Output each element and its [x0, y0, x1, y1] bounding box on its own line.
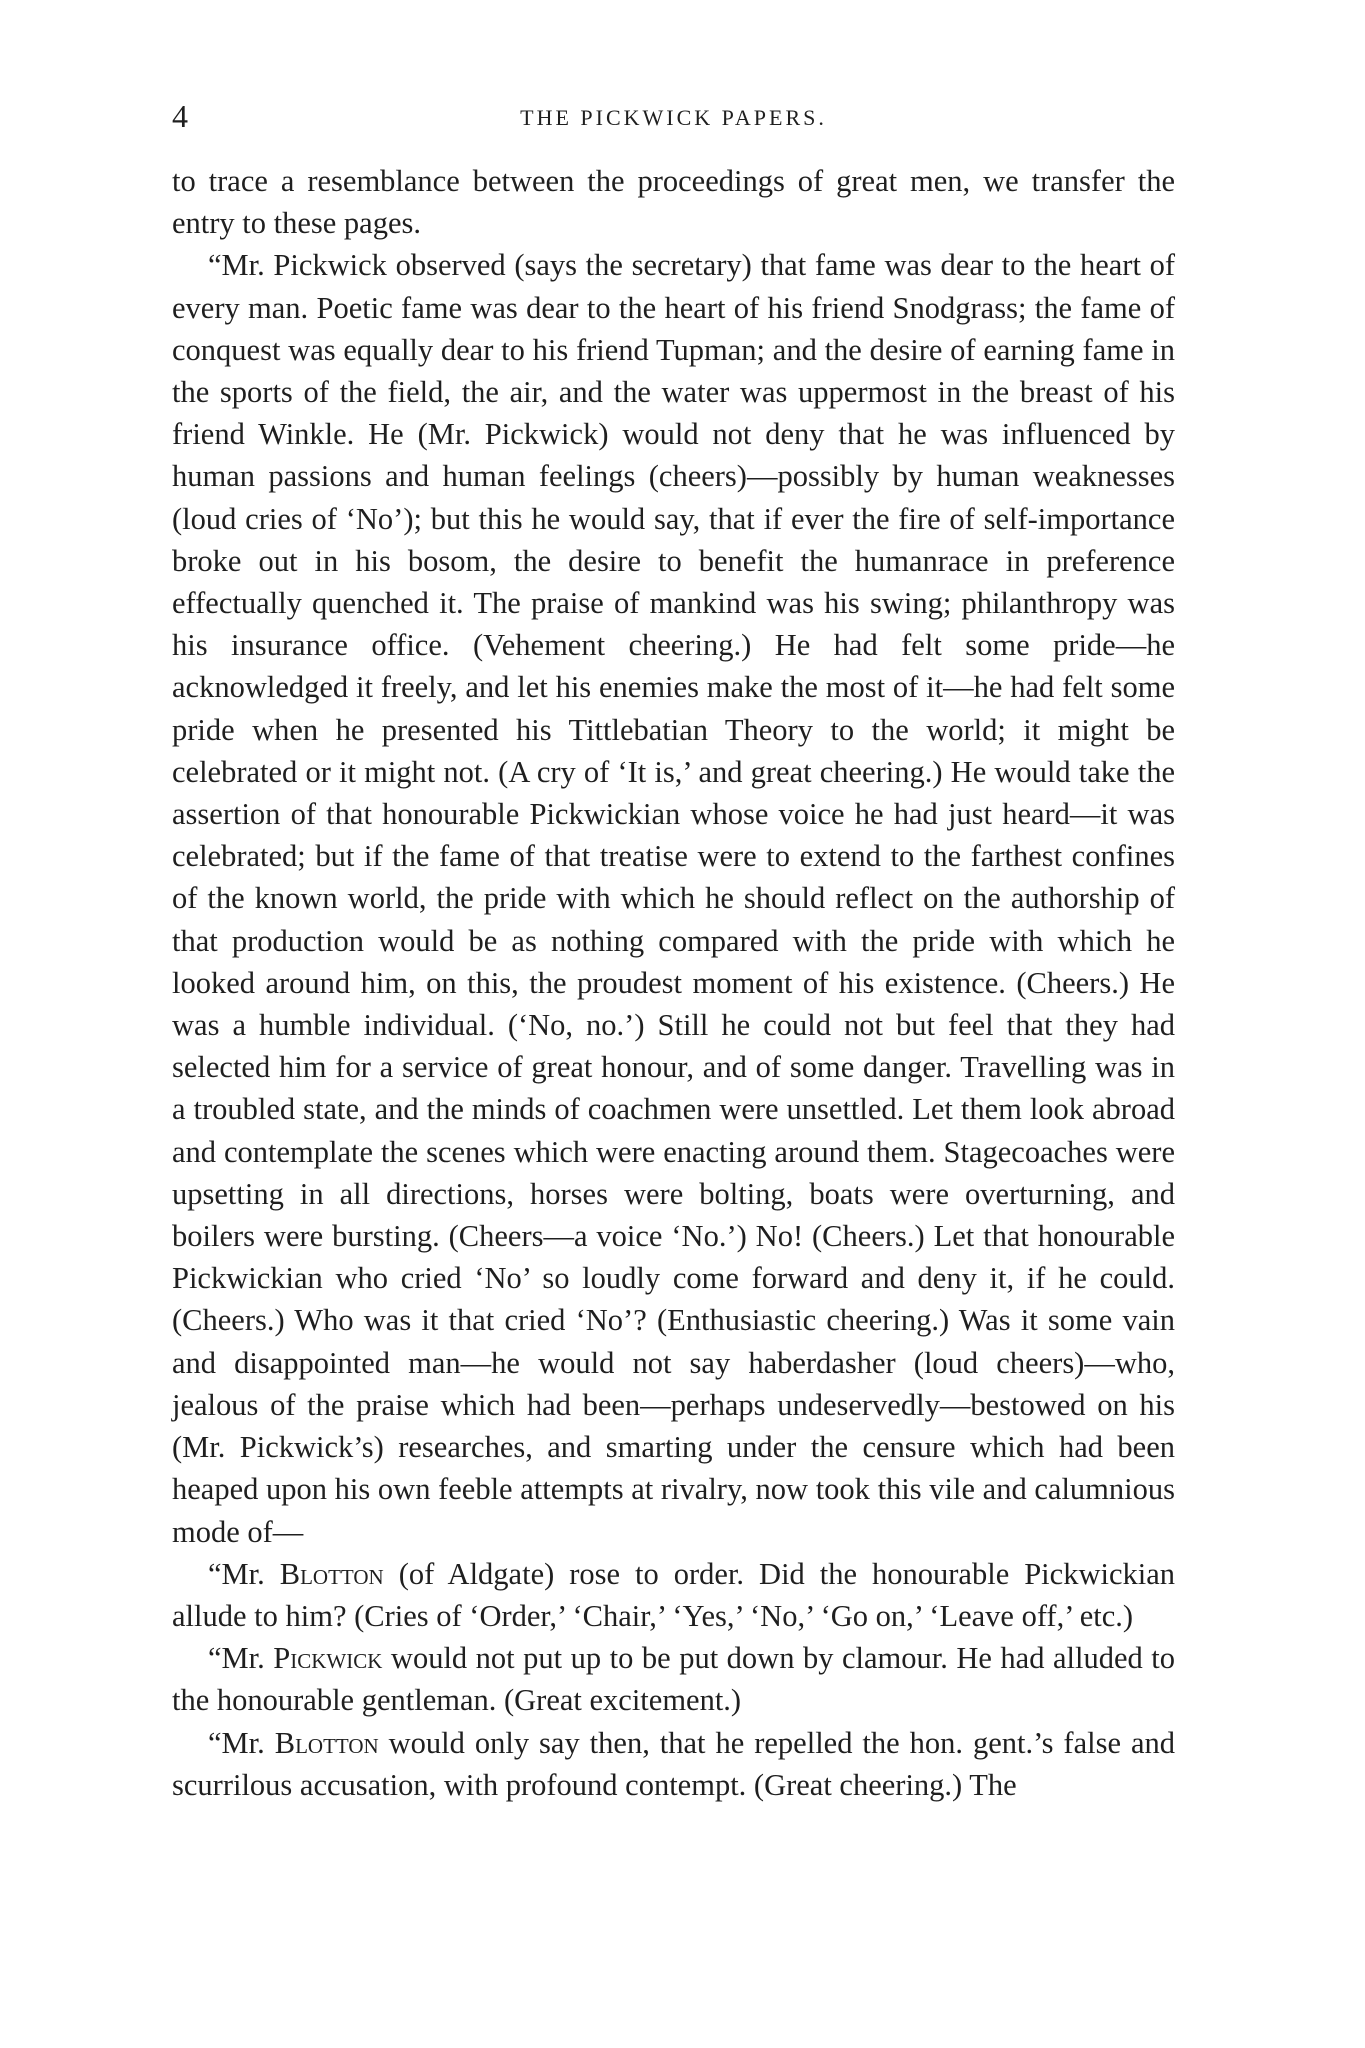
paragraph-pickwick-reply: [172, 1637, 1175, 1721]
paragraph-text: would only say then, that he repelled the hon. gent.’s false and scurrilous accusation, with profound contempt. (Great cheering.) The: [172, 1725, 1176, 1802]
speaker-name: Pickwick: [273, 1641, 383, 1676]
speaker-name: Blotton: [274, 1725, 379, 1760]
page-number: 4: [172, 98, 188, 134]
running-head: [172, 96, 1175, 136]
paragraph-text: “Mr. Pickwick observed (says the secretary) that fame was dear to the heart of every man. Poetic fame was dear to the heart of his friend Snodgrass; the fame of conquest was equally dear to his friend Tupman; and the desire of earning fame in the sports of the field, the air, and the water was uppermost in the breast of his friend Winkle. He (Mr. Pickwick) would not deny that he was influenced by human passions and human feelings (cheers)—possibly by human weaknesses (loud cries of ‘No’); but this he would say, that if ever the fire of self-importance broke out in his bosom, the desire to benefit the humanrace in preference effectually quenched it. The praise of mankind was his swing; philanthropy was his insurance office. (Vehement cheering.) He had felt some pride—he acknowledged it freely, and let his enemies make the most of it—he had felt some pride when he presented his Tittlebatian Theory to the world; it might be celebrated or it might not. (A cry of ‘It is,’ and great cheering.) He would take the assertion of that honourable Pickwickian whose voice he had just heard—it was celebrated; but if the fame of that treatise were to extend to the farthest confines of the known world, the pride with which he should reflect on the authorship of that production would be as nothing compared with the pride with which he looked around him, on this, the proudest moment of his existence. (Cheers.) He was a humble individual. (‘No, no.’) Still he could not but feel that they had selected him for a service of great honour, and of some danger. Travelling was in a troubled state, and the minds of coachmen were unsettled. Let them look abroad and contemplate the scenes which were enacting around them. Stagecoaches were upsetting in all directions, horses were bolting, boats were overturning, and boilers were bursting. (Cheers—a voice ‘No.’) No! (Cheers.) Let that honourable Pickwickian who cried ‘No’ so loudly come forward and deny it, if he could. (Cheers.) Who was it that cried ‘No’? (Enthusiastic cheering.) Was it some vain and disappointed man—he would not say haberdasher (loud cheers)—who, jealous of the praise which had been—perhaps undeservedly—bestowed on his (Mr. Pickwick’s) researches, and smarting under the censure which had been heaped upon his own feeble attempts at rivalry, now took this vile and calumnious mode of—: [172, 248, 1175, 1549]
paragraph-speech: [172, 244, 1175, 1552]
body-text: [172, 160, 1175, 1806]
paragraph-text: to trace a resemblance between the proceedings of great men, we transfer the entry to these pages.: [172, 164, 1175, 241]
paragraph-continuation: [172, 160, 1175, 244]
speaker-name: Blotton: [279, 1556, 384, 1591]
paragraph-lead: “Mr.: [208, 1556, 280, 1591]
paragraph-lead: “Mr.: [208, 1641, 274, 1676]
paragraph-blotton-repels: [172, 1722, 1175, 1806]
running-title: THE PICKWICK PAPERS.: [520, 105, 827, 130]
paragraph-blotton-rises: [172, 1553, 1175, 1637]
paragraph-lead: “Mr.: [208, 1725, 275, 1760]
paragraph-text: would not put up to be put down by clamour. He had alluded to the honourable gentleman. (Great excitement.): [172, 1641, 1175, 1718]
paragraph-text: (of Aldgate) rose to order. Did the honourable Pickwickian allude to him? (Cries of ‘Order,’ ‘Chair,’ ‘Yes,’ ‘No,’ ‘Go on,’ ‘Leave off,’ etc.): [172, 1556, 1175, 1633]
